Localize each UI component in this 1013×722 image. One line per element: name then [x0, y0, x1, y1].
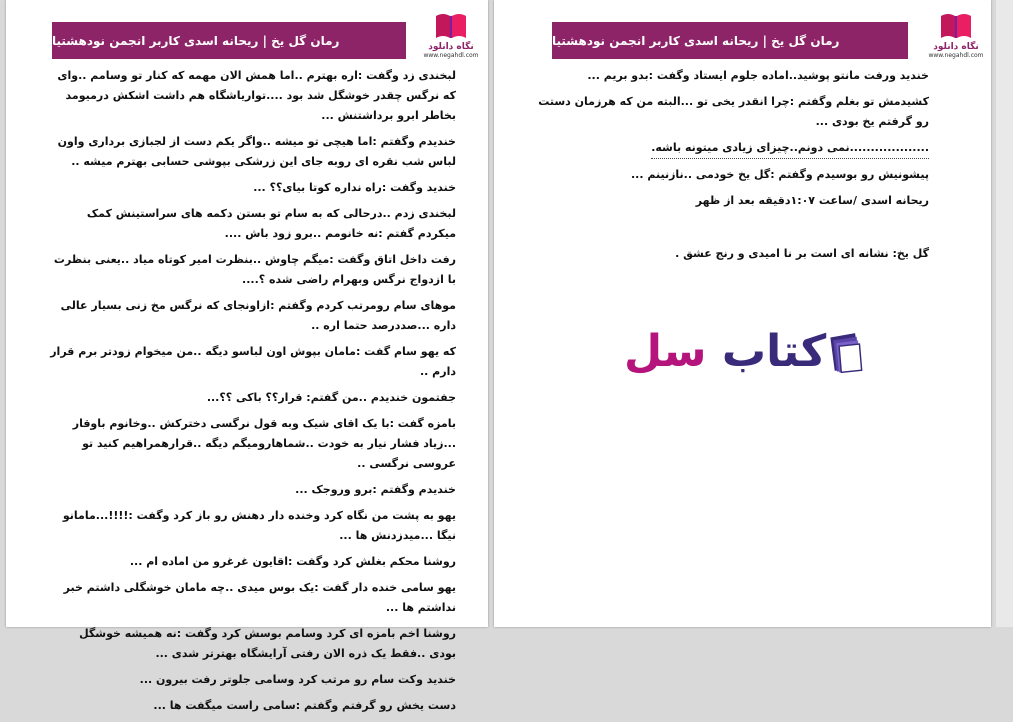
paragraph: یهو به پشت من نگاه کرد وخنده دار دهنش رو باز کرد وگفت :!!!!...مامانو نیگا ...میدزدنش ها ...: [62, 509, 456, 542]
left-page: [6, 0, 488, 712]
closing-quote: گل یخ: نشانه ای است بر نا امیدی و رنج عشق .: [675, 247, 929, 260]
page-header: [52, 22, 406, 59]
paragraph: ریحانه اسدی /ساعت ۱:۰۷دقیقه بعد از ظهر: [695, 194, 929, 207]
paragraph: کشیدمش تو بغلم وگفتم :چرا انقدر یخی تو ...البته من که هرزمان دستت رو گرفتم یخ بودی ...: [538, 95, 929, 128]
paragraph: رفت داخل اتاق وگفت :میگم چاوش ..بنظرت امیر کوتاه میاد ..یعنی بنظرت با ازدواج نرگس وبهرام راضی شده ؟....: [53, 253, 456, 286]
logo-url: www.negahdl.com: [928, 52, 984, 59]
logo-name: نگاه دانلود: [933, 42, 979, 52]
paragraph: روشنا محکم بغلش کرد وگفت :اقایون غرغرو من اماده ام ...: [129, 555, 456, 568]
paragraph: جفتمون خندیدم ..من گفتم: قرار؟؟ باکی ؟؟...: [206, 391, 456, 404]
page-header: [552, 22, 908, 59]
paragraph: پیشونیش رو بوسیدم وگفتم :گل یخ خودمی ..نازنینم ...: [630, 168, 929, 181]
paragraph: خندیدم وگفتم :برو وروجک ...: [295, 483, 456, 496]
paragraph: خندیدم وگفتم :اما هیچی تو میشه ..واگر یکم دست از لجبازی برداری واون لباس شب نقره ای روبه جای این زرشکی بپوشی حسابی بهترم میشه ..: [57, 135, 456, 168]
logo-name: نگاه دانلود: [428, 42, 474, 52]
logo-url: www.negahdl.com: [423, 52, 479, 59]
vertical-scrollbar[interactable]: [996, 0, 1013, 627]
paragraph: خندید وگفت :راه نداره کوتا بیای؟؟ ...: [253, 181, 456, 194]
paragraph: موهای سام رومرتب کردم وگفتم :ازاونجای که نرگس مخ زنی بسیار عالی داره ...صددرصد حتما اره ..: [60, 299, 456, 332]
paragraph: که یهو سام گفت :مامان بپوش اون لباسو دیگه ..من میخوام زودتر برم قرار دارم ..: [50, 345, 456, 378]
paragraph: ...................نمی دونم..چیزای زیادی میتونه باشه.: [651, 138, 929, 159]
left-page-text: [50, 66, 456, 722]
brand-text: [624, 322, 826, 382]
site-logo: [926, 10, 986, 68]
paragraph: خندید وکت سام رو مرتب کرد وسامی جلوتر رفت بیرون ...: [139, 673, 456, 686]
header-title: رمان گل یخ | ریحانه اسدی کاربر انجمن نودهشتیا: [552, 33, 840, 48]
book-pages-icon: [826, 322, 864, 382]
brand-word-ketab: کتاب: [721, 326, 827, 377]
paragraph: خندید ورفت مانتو پوشید..اماده جلوم ایستاد وگفت :بدو بریم ...: [587, 69, 929, 82]
header-title: رمان گل یخ | ریحانه اسدی کاربر انجمن نودهشتیا: [52, 33, 340, 48]
paragraph: لبخندی زدم ..درحالی که به سام تو بستن دکمه های سراستینش کمک میکردم گفتم :نه خانومم ..برو زود باش ....: [86, 207, 456, 240]
site-logo: [421, 10, 481, 68]
brand-word-sel: سل: [624, 326, 707, 377]
paragraph: یهو سامی خنده دار گفت :یک بوس میدی ..چه مامان خوشگلی داشتم خبر نداشتم ها ...: [63, 581, 456, 614]
paragraph: بامزه گفت :با یک اقای شیک وبه قول نرگسی دخترکش ..وخانوم باوقار ...زیاد فشار نیار به خودت ..شماهارومیگم دیگه ..قرارهمراهیم کنید تو عروسی نرگسی ..: [72, 417, 456, 470]
paragraph: لبخندی زد وگفت :اره بهترم ..اما همش الان مهمه که کنار تو وسامم ..وای که نرگس چقدر خوشگل شد بود ....تواریاشگاه هم داشت اشکش درمیومد بخاطر ابرو برداشتنش ...: [57, 69, 456, 122]
ketabsel-brand-logo: [624, 316, 864, 388]
paragraph: دست یخش رو گرفتم وگفتم :سامی راست میگفت ها ...: [153, 699, 456, 712]
book-logo-icon: [938, 10, 974, 42]
paragraph: روشنا اخم بامزه ای کرد وسامم بوسش کرد وگفت :نه همیشه خوشگل بودی ..فقط یک ذره الان رفتی آرایشگاه بهترتر شدی ...: [79, 627, 456, 660]
book-logo-icon: [433, 10, 469, 42]
right-page-text: [534, 66, 929, 217]
right-page: [494, 0, 991, 627]
